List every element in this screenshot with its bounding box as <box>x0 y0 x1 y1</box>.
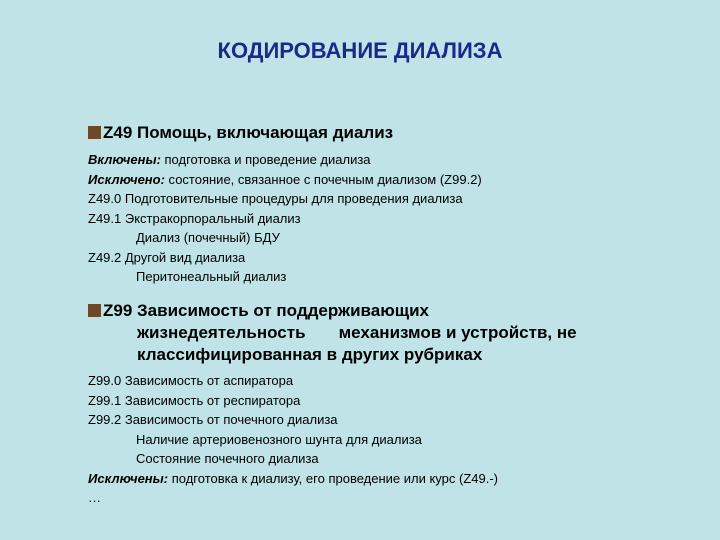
excluded-label: Исключено: <box>88 171 165 187</box>
heading-line: классифицированная в других рубриках <box>137 345 483 364</box>
excluded-text: состояние, связанное с почечным диализом (Z99.2) <box>164 171 482 187</box>
sub-line: Перитонеальный диализ <box>136 269 287 284</box>
excluded-line <box>88 469 688 489</box>
page-title: КОДИРОВАНИЕ ДИАЛИЗА <box>217 38 503 63</box>
code-line: Z99.0 Зависимость от аспиратора <box>88 373 294 388</box>
section-z49-heading <box>88 122 688 144</box>
ellipsis: … <box>88 490 101 505</box>
excluded-label: Исключены: <box>88 470 169 486</box>
included-label: Включены: <box>88 152 161 167</box>
code-line: Z99.2 Зависимость от почечного диализа <box>88 412 338 427</box>
heading-line: Z99 Зависимость от поддерживающих <box>103 301 429 320</box>
section-z99-heading <box>88 300 688 366</box>
sub-line: Диализ (почечный) БДУ <box>136 230 280 245</box>
code-line: Z49.2 Другой вид диализа <box>88 249 246 265</box>
heading-line: жизнедеятельность механизмов и устройств, не <box>137 323 577 342</box>
code-line: Z49.0 Подготовительные процедуры для проведения диализа <box>88 191 463 206</box>
section-z49 <box>88 122 688 287</box>
code-line: Z99.1 Зависимость от респиратора <box>88 392 301 408</box>
square-bullet-icon <box>88 126 101 139</box>
excluded-text: подготовка к диализу, его проведение или курс (Z49.-) <box>168 470 498 486</box>
sub-line: Состояние почечного диализа <box>136 451 319 466</box>
section-z99 <box>88 300 688 508</box>
included-text: подготовка и проведение диализа <box>160 152 371 167</box>
square-bullet-icon <box>88 304 101 317</box>
code-line: Z49.1 Экстракорпоральный диализ <box>88 210 301 226</box>
excluded-line <box>88 170 688 190</box>
included-line <box>88 150 688 170</box>
heading-text: Z49 Помощь, включающая диализ <box>103 123 394 142</box>
sub-line: Наличие артериовенозного шунта для диализа <box>136 431 422 447</box>
